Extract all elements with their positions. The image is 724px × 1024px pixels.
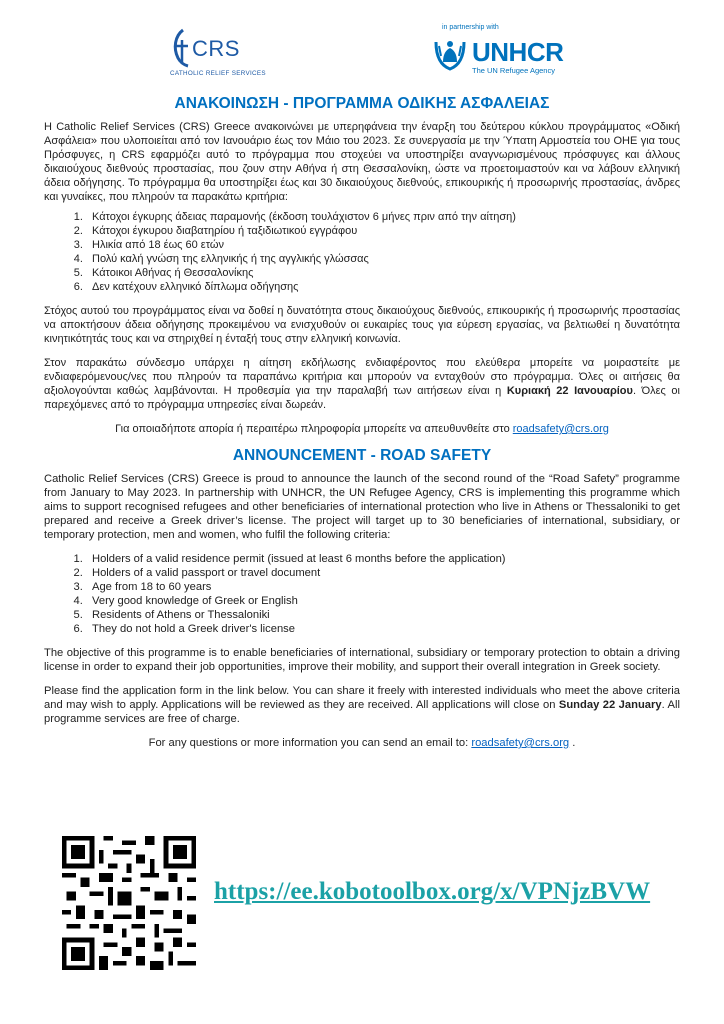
list-item: 4. Very good knowledge of Greek or English: [86, 594, 680, 608]
greek-objective: Στόχος αυτού του προγράμματος είναι να δοθεί η δυνατότητα στους δικαιούχους διεθνούς, επικουρικής ή προσωρινής προστασίας να αποκτήσουν άδεια οδήγησης προκειμένου να ενισχυθούν οι ευκαιρίες τους για εύρεση εργασίας, να βελτιωθεί η δυνατότητα κινητικότητάς τους και να στηριχθεί η ένταξή τους στην ελληνική κοινωνία.: [44, 305, 680, 345]
unhcr-wordmark: UNHCR: [472, 37, 564, 67]
qr-code-icon[interactable]: [62, 836, 196, 970]
english-contact-tail: .: [569, 737, 576, 749]
document-body: [44, 94, 680, 750]
greek-contact-line: [44, 422, 680, 436]
list-item: 3. Ηλικία από 18 έως 60 ετών: [86, 238, 680, 252]
greek-deadline: Κυριακή 22 Ιανουαρίου: [506, 385, 633, 397]
list-item: 3. Age from 18 to 60 years: [86, 580, 680, 594]
header: [0, 24, 724, 84]
list-item: 6. Δεν κατέχουν ελληνικό δίπλωμα οδήγησης: [86, 280, 680, 294]
unhcr-emblem-icon: [432, 36, 468, 72]
english-contact-line: [44, 736, 680, 750]
english-email-link[interactable]: roadsafety@crs.org: [471, 737, 570, 749]
english-objective: The objective of this programme is to enable beneficiaries of international, subsidiary or temporary protection to obtain a driving license in order to expand their job opportunities, improve their mobility, and support their overall integration in Greek society.: [44, 647, 680, 673]
crs-logo: [170, 28, 270, 82]
unhcr-tagline: The UN Refugee Agency: [472, 66, 555, 75]
list-item: 6. They do not hold a Greek driver's license: [86, 622, 680, 636]
list-item: 1. Holders of a valid residence permit (issued at least 6 months before the application): [86, 552, 680, 566]
greek-apply-text: Στον παρακάτω σύνδεσμο υπάρχει η αίτηση εκδήλωσης ενδιαφέροντος που ελεύθερα μπορείτε να μοιραστείτε με ενδιαφερόμενους/νες που πληρούν τα παραπάνω κριτήρια και μπορούν να ενταχθούν στο πρόγραμμα. Όλες οι αιτήσεις θα αξιολογούνται καθώς λαμβάνονται. Η προθεσμία για την παραλαβή των αιτήσεων είναι η: [44, 357, 680, 397]
english-contact-text: For any questions or more information you can send an email to:: [148, 737, 472, 749]
english-criteria-list: [44, 552, 680, 636]
crs-subtitle: CATHOLIC RELIEF SERVICES: [170, 70, 266, 77]
greek-criteria-list: [44, 210, 680, 294]
greek-apply-tail: . Όλες οι παρεχόμενες από το πρόγραμμα υπηρεσίες είναι δωρεάν.: [44, 385, 680, 411]
list-item: 2. Κάτοχοι έγκυρου διαβατηρίου ή ταξιδιωτικού εγγράφου: [86, 224, 680, 238]
partnership-text: in partnership with: [442, 24, 499, 31]
list-item: 4. Πολύ καλή γνώση της ελληνικής ή της αγγλικής γλώσσας: [86, 252, 680, 266]
greek-contact-text: Για οποιαδήποτε απορία ή περαιτέρω πληροφορία μπορείτε να απευθυνθείτε στο: [115, 423, 513, 435]
english-application-paragraph: [44, 684, 680, 726]
list-item: 1. Κάτοχοι έγκυρης άδειας παραμονής (έκδοση τουλάχιστον 6 μήνες πριν από την αίτηση): [86, 210, 680, 224]
greek-title: ΑΝΑΚΟΙΝΩΣΗ - ΠΡΟΓΡΑΜΜΑ ΟΔΙΚΗΣ ΑΣΦΑΛΕΙΑΣ: [174, 95, 550, 112]
english-intro: Catholic Relief Services (CRS) Greece is proud to announce the launch of the second round of the “Road Safety” programme from January to May 2023. In partnership with UNHCR, the UN Refugee Agency, CRS is implementing this programme which aims to support recognised refugees and other beneficiaries of international protection who live in Athens or Thessaloniki to get prepared and receive a Greek driver’s license. The project will target up to 30 beneficiaries of international, subsidiary, or temporary protection, men and women, who fulfil the following criteria:: [44, 473, 680, 541]
unhcr-logo: [432, 24, 592, 84]
greek-email-link[interactable]: roadsafety@crs.org: [512, 423, 609, 435]
list-item: 5. Κάτοικοι Αθήνας ή Θεσσαλονίκης: [86, 266, 680, 280]
english-apply-tail: . All programme services are free of charge.: [44, 699, 680, 725]
greek-application-paragraph: [44, 356, 680, 412]
greek-intro: Η Catholic Relief Services (CRS) Greece ανακοινώνει με υπερηφάνεια την έναρξη του δεύτερου κύκλου προγράμματος «Οδική Ασφάλεια» που υλοποιείται από τον Ιανουάριο έως τον Μάιο του 2023. Σε συνεργασία με την Ύπατη Αρμοστεία του ΟΗΕ για τους Πρόσφυγες, η CRS εφαρμόζει αυτό το πρόγραμμα που στοχεύει να υποστηρίξει αναγνωρισμένους πρόσφυγες και άλλους δικαιούχους διεθνούς προστασίας, που ζουν στην Αθήνα ή στη Θεσσαλονίκη, ώστε να προετοιμαστούν και να λάβουν ελληνική άδεια οδήγησης. Το πρόγραμμα θα υποστηρίξει έως και 30 δικαιούχους διεθνούς, επικουρικής ή προσωρινής προστασίας, άνδρες και γυναίκες, που πληρούν τα παρακάτω κριτήρια:: [44, 121, 680, 203]
english-apply-text: Please find the application form in the link below. You can share it freely with interested individuals who meet the above criteria and may wish to apply. Applications will be reviewed as they are received. All applications will close on: [44, 685, 680, 711]
list-item: 5. Residents of Athens or Thessaloniki: [86, 608, 680, 622]
english-deadline: Sunday 22 January: [558, 699, 662, 711]
kobotoolbox-link[interactable]: https://ee.kobotoolbox.org/x/VPNjzBVW: [214, 878, 651, 905]
list-item: 2. Holders of a valid passport or travel document: [86, 566, 680, 580]
english-title: ANNOUNCEMENT - ROAD SAFETY: [232, 447, 492, 464]
crs-wordmark: CRS: [192, 36, 240, 61]
